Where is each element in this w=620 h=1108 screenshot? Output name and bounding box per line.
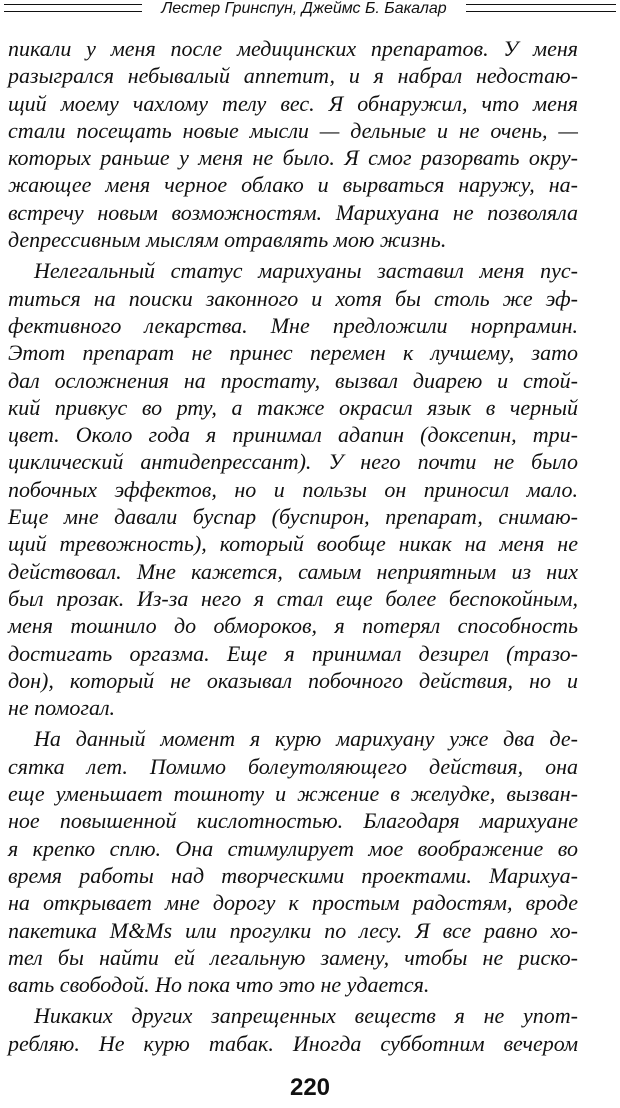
text-line: которых раньше у меня не было. Я смог разорвать окру- — [8, 145, 578, 171]
text-line: меня тошнило до обмороков, я потерял способность — [8, 613, 578, 639]
text-line: На данный момент я курю марихуану уже два де- — [34, 726, 578, 752]
text-line: тел бы найти ей легальную замену, чтобы не риско- — [8, 944, 578, 970]
text-line: время работы над творческими проектами. Марихуа- — [8, 862, 578, 888]
text-line: сятка лет. Помимо болеутоляющего действия, она — [8, 753, 578, 779]
text-line: дал осложнения на простату, вызвал диарею и стой- — [8, 367, 578, 393]
text-line: цвет. Около года я принимал адапин (доксепин, три- — [8, 422, 578, 448]
text-line: щий моему чахлому телу вес. Я обнаружил, что меня — [8, 90, 578, 116]
text-line: был прозак. Из-за него я стал еще более беспокойным, — [8, 585, 578, 611]
text-line: дон), который не оказывал побочного действия, но и — [8, 667, 578, 693]
text-line: достигать оргазма. Еще я принимал дезирел (тразо- — [8, 640, 578, 666]
text-line: циклический антидепрессант). У него почти не было — [8, 449, 578, 475]
text-line: ное повышенной кислотностью. Благодаря марихуане — [8, 808, 578, 834]
text-line: на открывает мне дорогу к простым радостям, вроде — [8, 890, 578, 916]
text-line: Никаких других запрещенных веществ я не упот- — [34, 1003, 578, 1029]
text-line: вать свободой. Но пока что это не удается. — [8, 972, 430, 998]
text-line: титься на поиски законного и хотя бы столь же эф- — [8, 285, 578, 311]
text-line: пакетика M&Ms или прогулки по лесу. Я все равно хо- — [8, 917, 578, 943]
text-line: действовал. Мне кажется, самым неприятным из них — [8, 558, 578, 584]
header-rule-right — [466, 4, 616, 12]
text-line: разыгрался небывалый аппетит, и я набрал недостаю- — [8, 63, 578, 89]
running-header — [0, 0, 620, 22]
text-line: фективного лекарства. Мне предложили норпрамин. — [8, 312, 578, 338]
paragraph — [8, 1002, 578, 1057]
header-rule-left — [4, 4, 142, 12]
text-line: кий привкус во рту, а также окрасил язык в черный — [8, 394, 578, 420]
text-line: Еще мне давали буспар (буспирон, препарат, снимаю- — [8, 504, 578, 530]
text-line: Нелегальный статус марихуаны заставил меня пус- — [34, 258, 578, 284]
page-body-text — [8, 35, 578, 1057]
text-line: Этот препарат не принес перемен к лучшему, зато — [8, 340, 578, 366]
text-line: встречу новым возможностям. Марихуана не позволяла — [8, 199, 578, 225]
text-line: пикали у меня после медицинских препаратов. У меня — [8, 36, 578, 61]
text-line: депрессивным мыслям отравлять мою жизнь. — [8, 227, 447, 253]
paragraph — [8, 35, 578, 253]
paragraph — [8, 257, 578, 721]
page-number: 220 — [289, 1074, 331, 1101]
paragraph — [8, 725, 578, 998]
text-line: побочных эффектов, но и пользы он приносил мало. — [8, 476, 578, 502]
text-line: жающее меня черное облако и вырваться наружу, на- — [8, 172, 578, 198]
text-line: щий тревожность), который вообще никак на меня не — [8, 531, 578, 557]
text-line: стали посещать новые мысли — дельные и не очень, — — [8, 117, 578, 143]
text-line: ребляю. Не курю табак. Иногда субботним вечером — [8, 1030, 578, 1056]
text-line: не помогал. — [8, 695, 116, 721]
text-line: я крепко сплю. Она стимулирует мое воображение во — [8, 835, 578, 861]
text-line: еще уменьшает тошноту и жжение в желудке, вызван- — [8, 781, 578, 807]
running-head-authors: Лестер Гринспун, Джеймс Б. Бакалар — [161, 0, 447, 17]
